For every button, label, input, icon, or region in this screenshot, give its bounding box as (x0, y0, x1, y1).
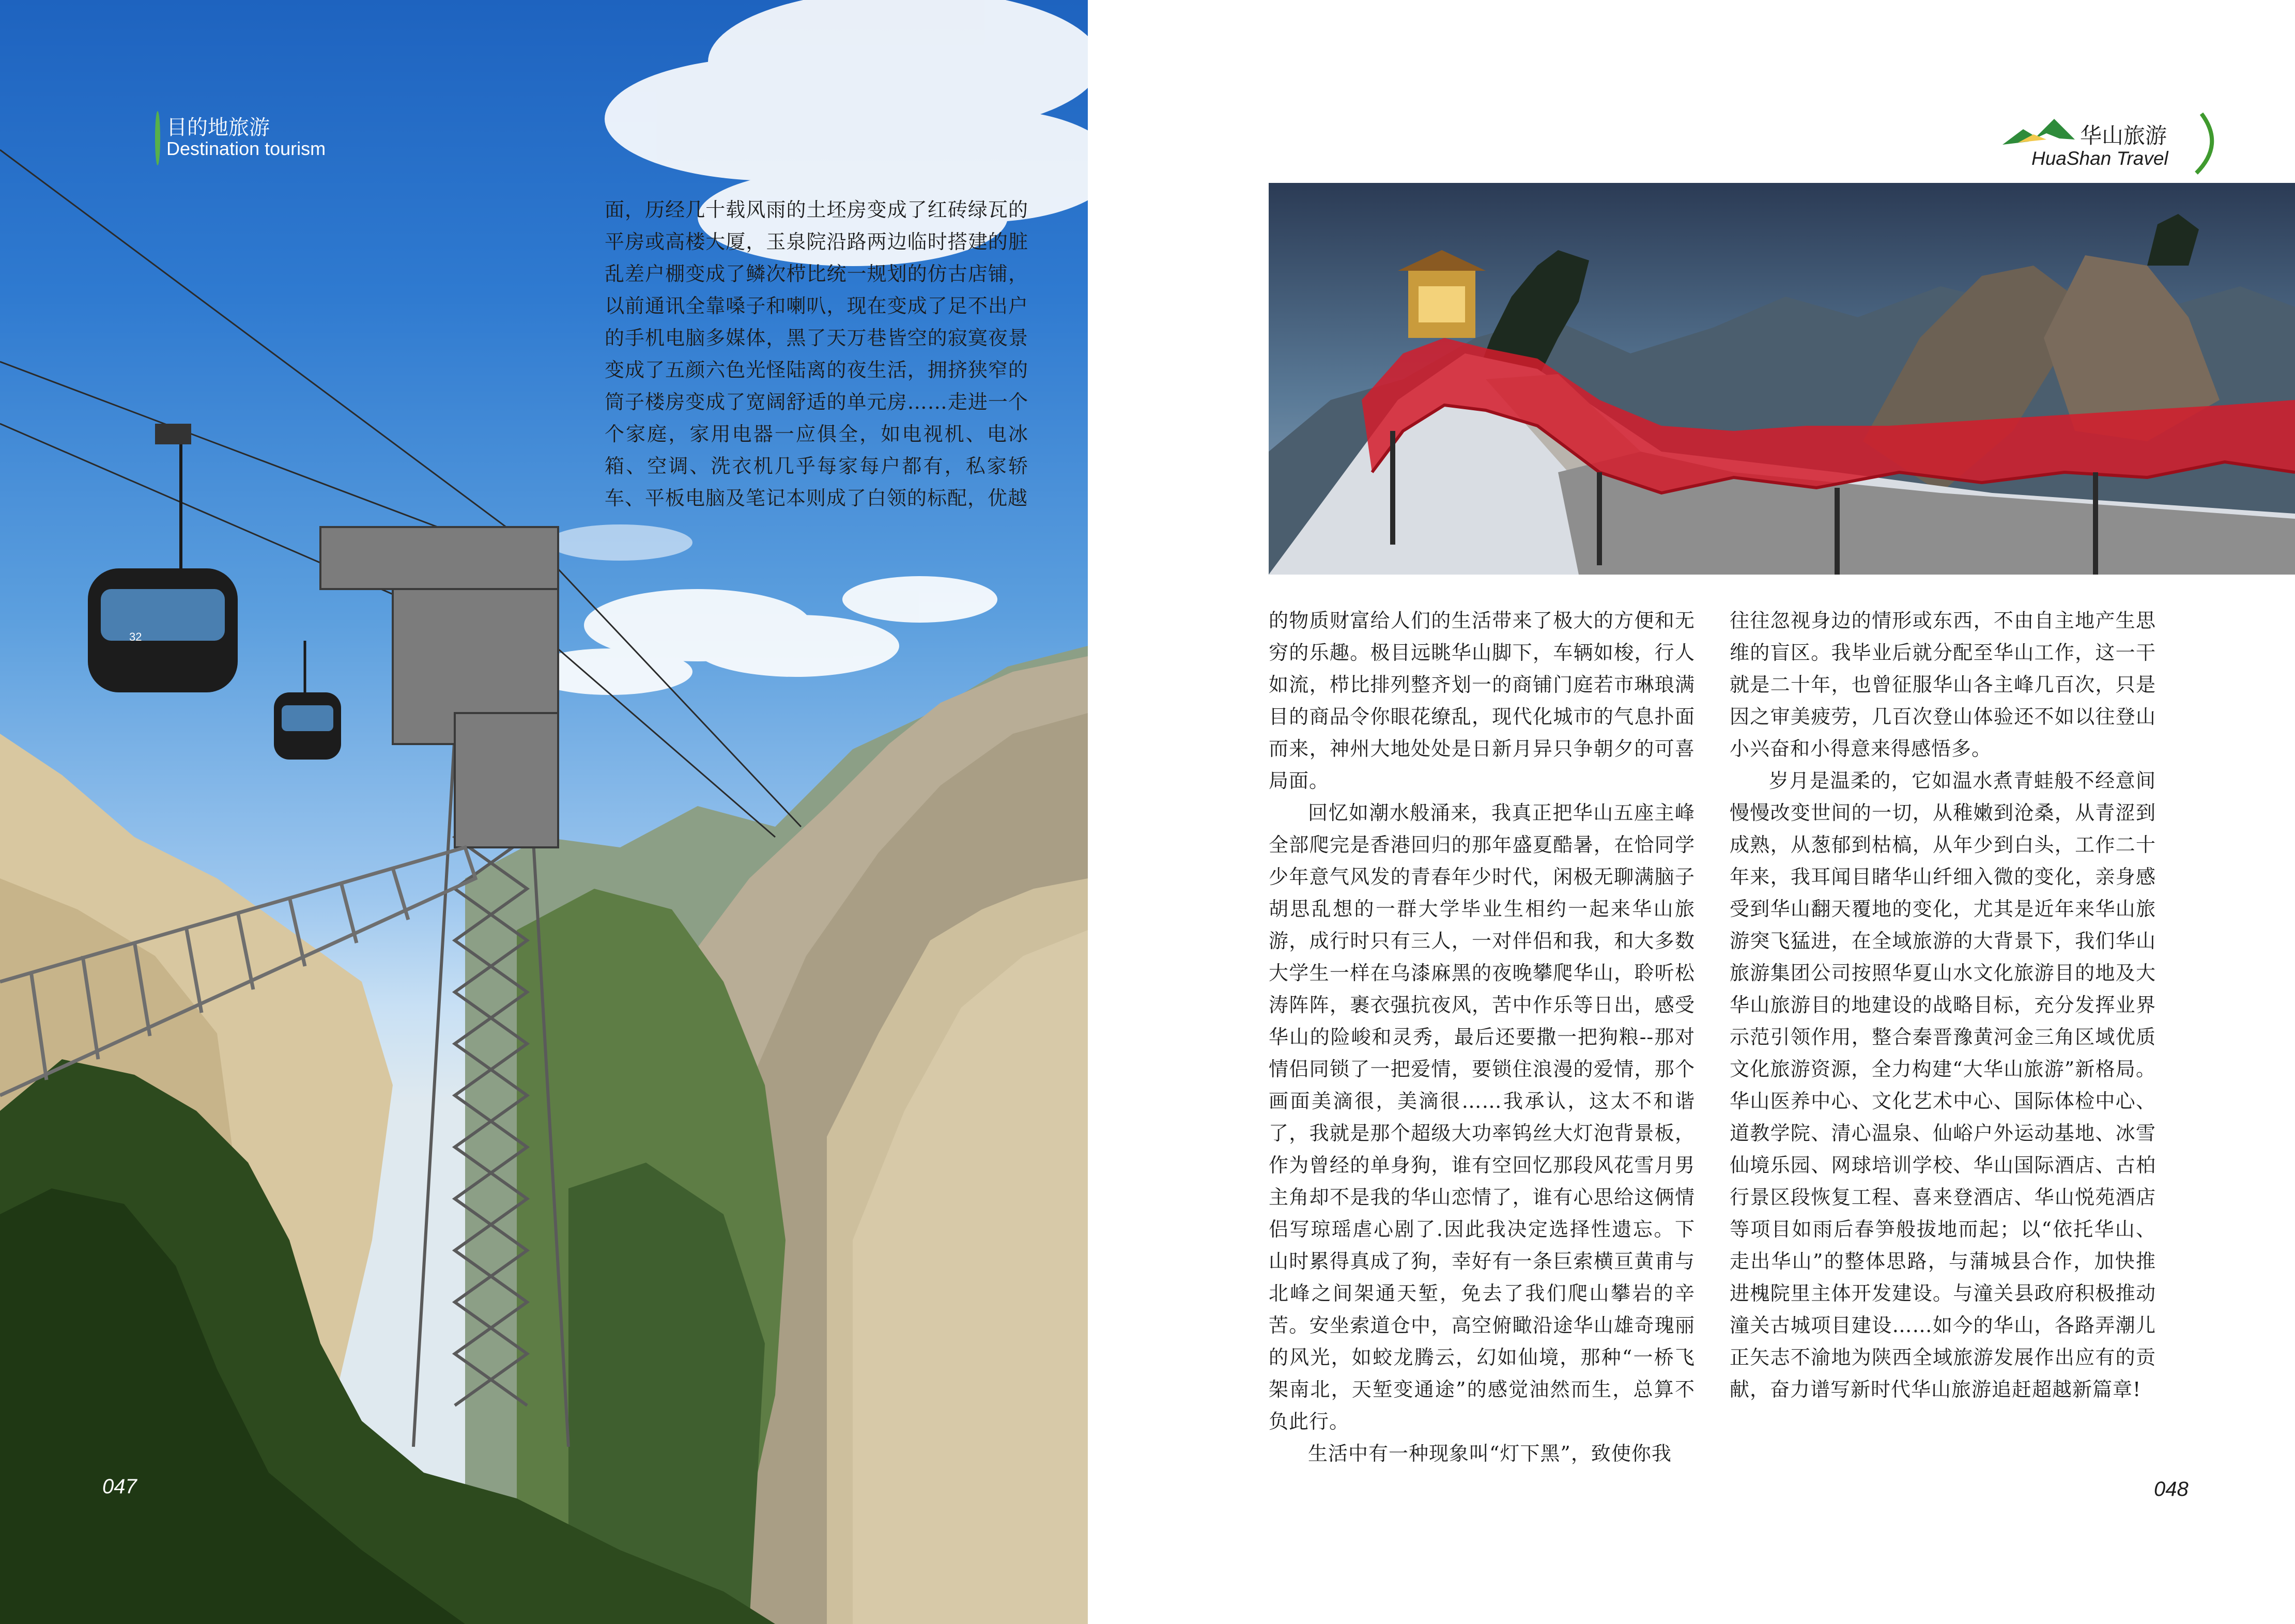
text-column-2 (1730, 605, 2156, 1405)
col1-para-2: 回忆如潮水般涌来，我真正把华山五座主峰全部爬完是香港回归的那年盛夏酷暑，在恰同学少年意气风发的青春年少时代，闲极无聊满脑子胡思乱想的一群大学毕业生相约一起来华山旅游，成行时只有三人，一对伴侣和我，和大多数大学生一样在乌漆麻黑的夜晚攀爬华山，聆听松涛阵阵，裹衣强抗夜风，苦中作乐等日出，感受华山的险峻和灵秀，最后还要撒一把狗粮--那对情侣同锁了一把爱情，要锁住浪漫的爱情，那个画面美滴很，美滴很……我承认，这太不和谐了，我就是那个超级大功率钨丝大灯泡背景板，作为曾经的单身狗，谁有空回忆那段风花雪月男主角却不是我的华山恋情了，谁有心思给这俩情侣写琼瑶虐心剧了.因此我决定选择性遗忘。下山时累得真成了狗，幸好有一条巨索横亘黄甫与北峰之间架通天堑，免去了我们爬山攀岩的辛苦。安坐索道仓中，高空俯瞰沿途华山雄奇瑰丽的风光，如蛟龙腾云，幻如仙境，那种“一桥飞架南北，天堑变通途”的感觉油然而生，总算不负此行。 (1269, 801, 1695, 1433)
huashan-travel-logo (1997, 109, 2220, 176)
page-number-right: 048 (2154, 1478, 2189, 1501)
col1-para-3: 生活中有一种现象叫“灯下黑”，致使你我 (1308, 1442, 1672, 1465)
text-column-1 (1269, 605, 1695, 1470)
night-ribbon-photo (1269, 183, 2295, 575)
left-page (0, 0, 1088, 1624)
brand-name-en: HuaShan Travel (2031, 148, 2168, 169)
overlay-paragraph: 面，历经几十载风雨的土坯房变成了红砖绿瓦的平房或高楼大厦，玉泉院沿路两边临时搭建的脏乱差户棚变成了鳞次栉比统一规划的仿古店铺，以前通讯全靠嗓子和喇叭，现在变成了足不出户的手机电脑多媒体，黑了天万巷皆空的寂寞夜景变成了五颜六色光怪陆离的夜生活，拥挤狭窄的筒子楼房变成了宽阔舒适的单元房……走进一个个家庭，家用电器一应俱全，如电视机、电冰箱、空调、洗衣机几乎每家每户都有，私家轿车、平板电脑及笔记本则成了白领的标配，优越 (605, 198, 1028, 509)
page-number-left: 047 (102, 1475, 137, 1498)
col1-para-1: 的物质财富给人们的生活带来了极大的方便和无穷的乐趣。极目远眺华山脚下，车辆如梭，行人如流，栉比排列整齐划一的商铺门庭若市琳琅满目的商品令你眼花缭乱，现代化城市的气息扑面而来，神州大地处处是日新月异只争朝夕的可喜局面。 (1269, 609, 1695, 792)
right-page (1088, 0, 2295, 1624)
section-title-en: Destination tourism (166, 138, 326, 159)
brand-name-zh: 华山旅游 (2080, 123, 2167, 148)
col2-para-2: 岁月是温柔的，它如温水煮青蛙般不经意间慢慢改变世间的一切，从稚嫩到沧桑，从青涩到成熟，从葱郁到枯槁，从年少到白头，工作二十年来，我耳闻目睹华山纤细入微的变化，亲身感受到华山翻天覆地的变化，尤其是近年来华山旅游突飞猛进，在全域旅游的大背景下，我们华山旅游集团公司按照华夏山水文化旅游目的地及大华山旅游目的地建设的战略目标，充分发挥业界示范引领作用，整合秦晋豫黄河金三角区域优质文化旅游资源，全力构建“大华山旅游”新格局。华山医养中心、文化艺术中心、国际体检中心、道教学院、清心温泉、仙峪户外运动基地、冰雪仙境乐园、网球培训学校、华山国际酒店、古柏行景区段恢复工程、喜来登酒店、华山悦苑酒店等项目如雨后春笋般拔地而起；以“依托华山、走出华山”的整体思路，与蒲城县合作，加快推进槐院里主体开发建设。与潼关县政府积极推动潼关古城项目建设……如今的华山，各路弄潮儿正矢志不渝地为陕西全域旅游发展作出应有的贡献，奋力谱写新时代华山旅游追赶超越新篇章! (1730, 769, 2156, 1401)
section-title-zh: 目的地旅游 (166, 116, 270, 140)
cabin-number: 32 (129, 630, 142, 643)
col2-para-1: 往往忽视身边的情形或东西，不由自主地产生思维的盲区。我毕业后就分配至华山工作，这一干就是二十年，也曾征服华山各主峰几百次，只是因之审美疲劳，几百次登山体验还不如以往登山小兴奋和小得意来得感悟多。 (1730, 609, 2156, 760)
heading-accent-bar (155, 111, 160, 165)
